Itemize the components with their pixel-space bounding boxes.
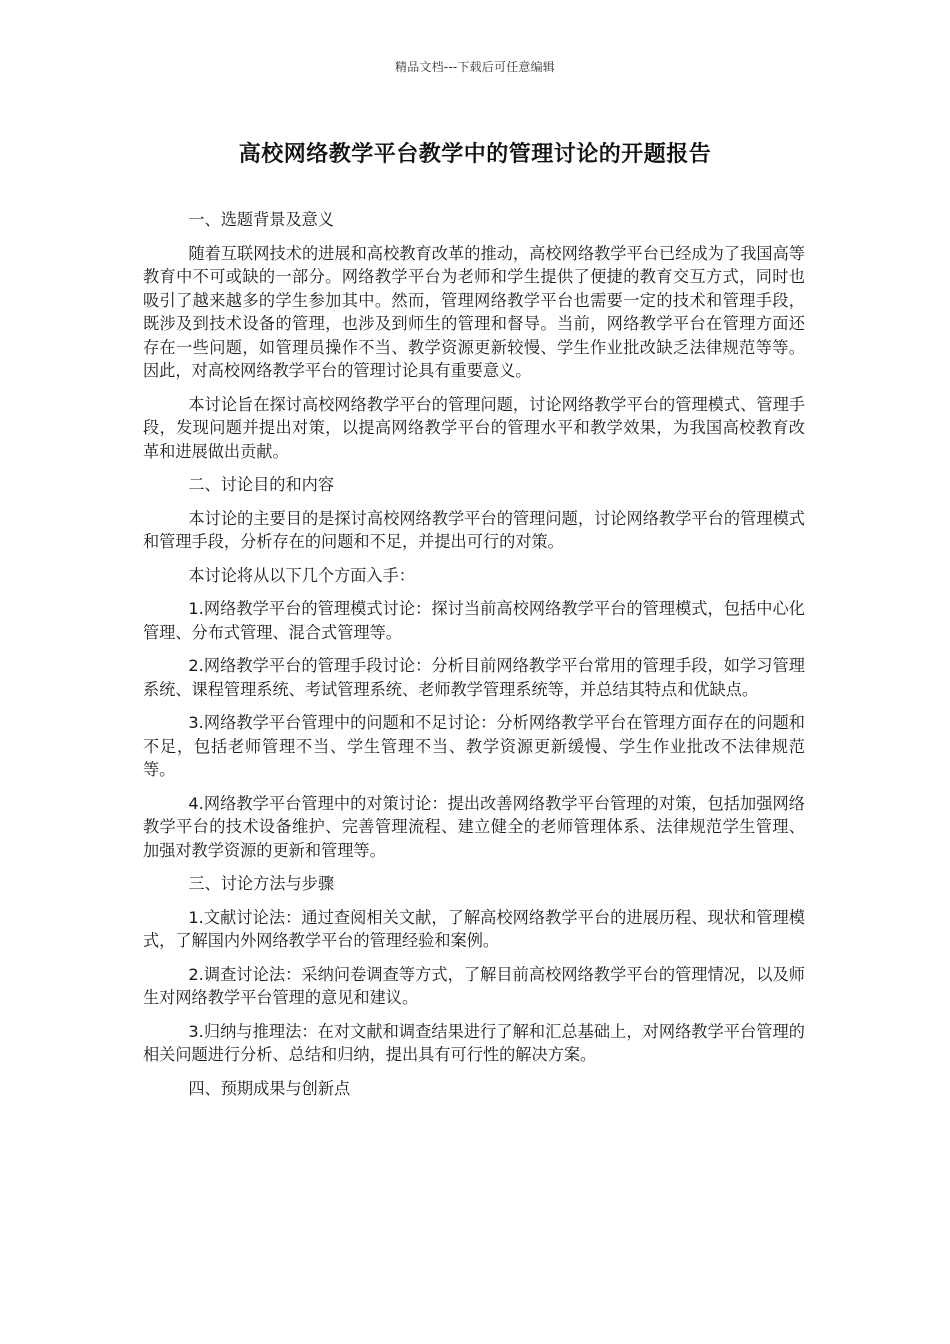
document-body bbox=[143, 208, 805, 1110]
list-item-method-1: 1.文献讨论法：通过查阅相关文献，了解高校网络教学平台的进展历程、现状和管理模式，了解国内外网络教学平台的管理经验和案例。 bbox=[143, 907, 805, 950]
paragraph-objectives: 本讨论的主要目的是探讨高校网络教学平台的管理问题，讨论网络教学平台的管理模式和管理手段，分析存在的问题和不足，并提出可行的对策。 bbox=[143, 508, 805, 551]
list-item-aspect-3: 3.网络教学平台管理中的问题和不足讨论：分析网络教学平台在管理方面存在的问题和不足，包括老师管理不当、学生管理不当、教学资源更新缓慢、学生作业批改不法律规范等。 bbox=[143, 713, 805, 779]
paragraph-background: 随着互联网技术的进展和高校教育改革的推动，高校网络教学平台已经成为了我国高等教育中不可或缺的一部分。网络教学平台为老师和学生提供了便捷的教育交互方式，同时也吸引了越来越多的学生参加其中。然而，管理网络教学平台也需要一定的技术和管理手段，既涉及到技术设备的管理，也涉及到师生的管理和督导。当前，网络教学平台在管理方面还存在一些问题，如管理员操作不当、教学资源更新较慢、学生作业批改缺乏法律规范等等。因此，对高校网络教学平台的管理讨论具有重要意义。 bbox=[143, 243, 805, 380]
section-heading-outcomes: 四、预期成果与创新点 bbox=[188, 1078, 351, 1098]
list-item-aspect-4: 4.网络教学平台管理中的对策讨论：提出改善网络教学平台管理的对策，包括加强网络教学平台的技术设备维护、完善管理流程、建立健全的老师管理体系、法律规范学生管理、加强对教学资源的更新和管理等。 bbox=[143, 793, 805, 860]
header-note: 精品文档---下载后可任意编辑 bbox=[395, 60, 555, 74]
section-heading-background: 一、选题背景及意义 bbox=[188, 210, 335, 229]
section-heading-objectives: 二、讨论目的和内容 bbox=[188, 475, 335, 494]
paragraph-aspects-intro: 本讨论将从以下几个方面入手： bbox=[188, 565, 415, 585]
paragraph-purpose-statement: 本讨论旨在探讨高校网络教学平台的管理问题，讨论网络教学平台的管理模式、管理手段，发现问题并提出对策，以提高网络教学平台的管理水平和教学效果，为我国高校教育改革和进展做出贡献。 bbox=[143, 394, 805, 461]
list-item-aspect-1: 1.网络教学平台的管理模式讨论：探讨当前高校网络教学平台的管理模式，包括中心化管理、分布式管理、混合式管理等。 bbox=[143, 599, 805, 642]
list-item-method-2: 2.调查讨论法：采纳问卷调查等方式，了解目前高校网络教学平台的管理情况，以及师生对网络教学平台管理的意见和建议。 bbox=[143, 964, 805, 1007]
list-item-method-3: 3.归纳与推理法：在对文献和调查结果进行了解和汇总基础上，对网络教学平台管理的相关问题进行分析、总结和归纳，提出具有可行性的解决方案。 bbox=[143, 1021, 805, 1064]
section-heading-methods: 三、讨论方法与步骤 bbox=[188, 874, 335, 893]
document-title: 高校网络教学平台教学中的管理讨论的开题报告 bbox=[238, 142, 712, 167]
list-item-aspect-2: 2.网络教学平台的管理手段讨论：分析目前网络教学平台常用的管理手段，如学习管理系统、课程管理系统、考试管理系统、老师教学管理系统等，并总结其特点和优缺点。 bbox=[143, 656, 805, 699]
